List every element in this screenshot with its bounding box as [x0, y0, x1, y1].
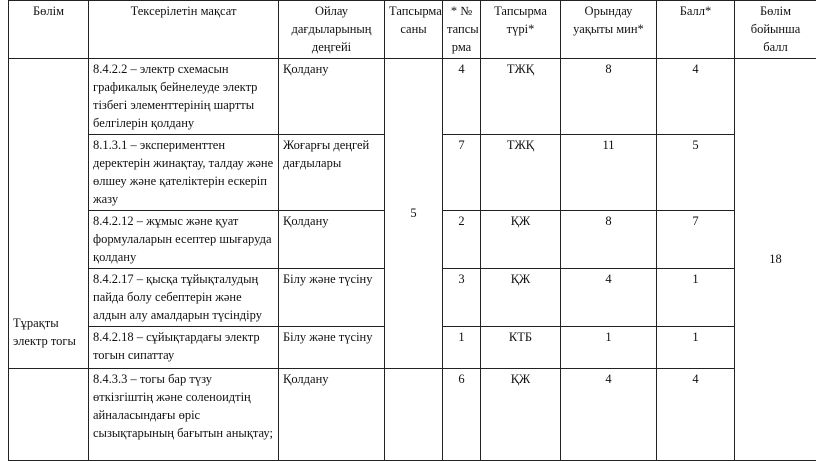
level-cell: Қолдану — [279, 211, 385, 269]
task-number-cell: 4 — [443, 59, 481, 135]
goal-cell: 8.1.3.1 – эксперименттен деректерін жинақтау, талдау және өлшеу және қателіктерін ескеріп жазу — [89, 135, 279, 211]
time-cell: 4 — [561, 269, 657, 327]
time-cell: 11 — [561, 135, 657, 211]
level-cell: Білу және түсіну — [279, 269, 385, 327]
score-cell: 7 — [657, 211, 735, 269]
goal-cell: 8.4.2.17 – қысқа тұйықталудың пайда болу себептерін және алдын алу амалдарын түсіндіру — [89, 269, 279, 327]
task-type-cell: ТЖҚ — [481, 59, 561, 135]
score-cell: 1 — [657, 269, 735, 327]
task-type-cell: КТБ — [481, 327, 561, 369]
goal-cell: 8.4.3.3 – тогы бар түзу өткізгіштің және соленоидтің айналасындағы өріс сызықтарының бағытын анықтау; — [89, 369, 279, 461]
level-cell: Жоғарғы деңгей дағдылары — [279, 135, 385, 211]
goal-cell: 8.4.2.12 – жұмыс және қуат формулаларын есептер шығаруда қолдану — [89, 211, 279, 269]
section-name-cell: Тұрақты электр тогы — [9, 59, 89, 369]
header-section: Бөлім — [9, 1, 89, 59]
goal-cell: 8.4.2.18 – сұйықтардағы электр тогын сипаттау — [89, 327, 279, 369]
header-task-number: * № тапсы рма — [443, 1, 481, 59]
header-row — [9, 1, 816, 59]
goal-cell: 8.4.2.2 – электр схемасын графикалық бейнелеуде электр тізбегі элементтерінің шартты белгілерін қолдану — [89, 59, 279, 135]
header-section-score: Бөлім бойынша балл — [735, 1, 816, 59]
header-task-count: Тапсырма саны — [385, 1, 443, 59]
task-number-cell: 6 — [443, 369, 481, 461]
task-type-cell: ҚЖ — [481, 369, 561, 461]
header-goal: Тексерілетін мақсат — [89, 1, 279, 59]
assessment-table — [8, 0, 816, 461]
level-cell: Қолдану — [279, 369, 385, 461]
header-thinking-level: Ойлау дағдыларының деңгейі — [279, 1, 385, 59]
task-number-cell: 1 — [443, 327, 481, 369]
task-type-cell: ТЖҚ — [481, 135, 561, 211]
task-type-cell: ҚЖ — [481, 269, 561, 327]
table-row — [9, 59, 816, 135]
level-cell: Білу және түсіну — [279, 327, 385, 369]
score-cell: 1 — [657, 327, 735, 369]
time-cell: 4 — [561, 369, 657, 461]
table-row — [9, 369, 816, 461]
task-count-cell: 5 — [385, 59, 443, 369]
header-task-type: Тапсырма түрі* — [481, 1, 561, 59]
section-name-cell-empty — [9, 369, 89, 461]
time-cell: 8 — [561, 211, 657, 269]
time-cell: 1 — [561, 327, 657, 369]
task-count-cell-empty — [385, 369, 443, 461]
task-number-cell: 7 — [443, 135, 481, 211]
score-cell: 4 — [657, 369, 735, 461]
score-cell: 5 — [657, 135, 735, 211]
task-number-cell: 2 — [443, 211, 481, 269]
time-cell: 8 — [561, 59, 657, 135]
header-time: Орындау уақыты мин* — [561, 1, 657, 59]
level-cell: Қолдану — [279, 59, 385, 135]
section-score-cell: 18 — [735, 59, 816, 461]
task-number-cell: 3 — [443, 269, 481, 327]
score-cell: 4 — [657, 59, 735, 135]
header-score: Балл* — [657, 1, 735, 59]
task-type-cell: ҚЖ — [481, 211, 561, 269]
